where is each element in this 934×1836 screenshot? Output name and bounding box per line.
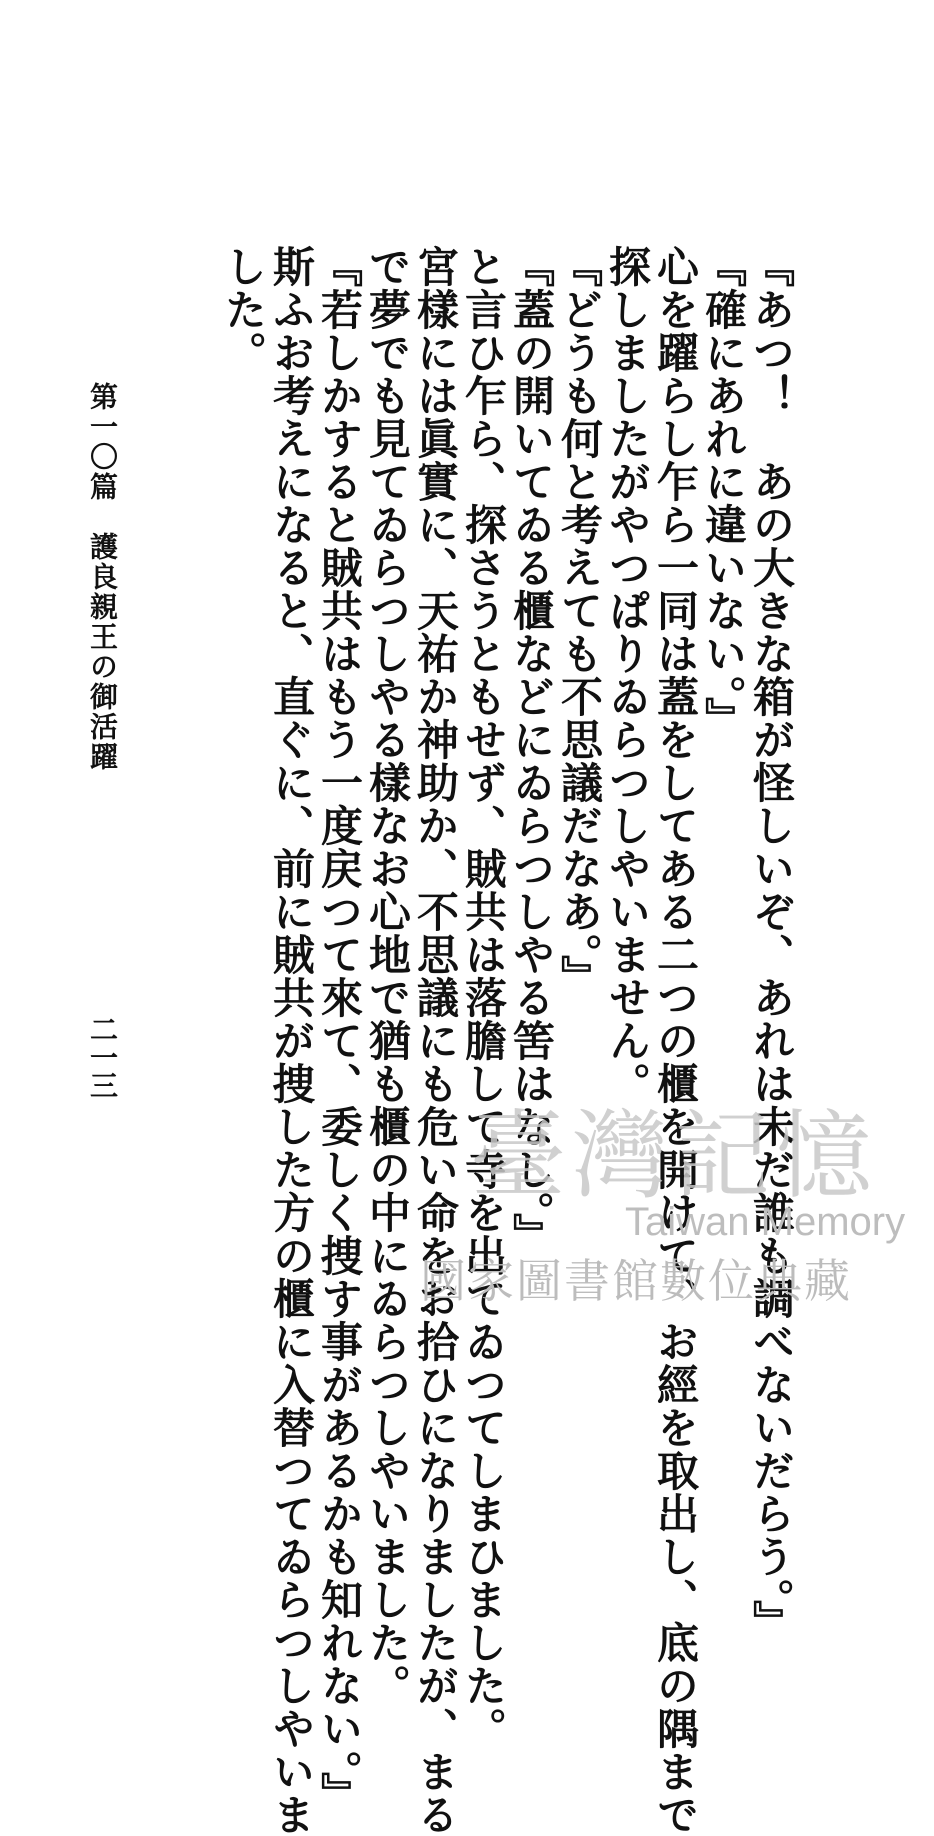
text-column-1: 『あつ！ あの大きな箱が怪しいぞ、あれは未だ誰も調べないだらう。』 xyxy=(747,245,796,1643)
text-column-4: 探しましたがやつぱりゐらつしやいません。 xyxy=(603,245,652,1105)
text-column-12: した。 xyxy=(219,245,268,374)
text-column-9: で夢でも見てゐらつしやる樣なお心地で猶も櫃の中にゐらつしやいました。 xyxy=(363,245,412,1707)
text-column-5: 『どうも何と考えても不思議だなあ。』 xyxy=(555,245,604,998)
text-column-3: 心を躍らし乍ら一同は蓋をしてある二つの櫃を開けて、お經を取出し、底の隅まで xyxy=(651,245,700,1836)
watermark-subtitle: Taiwan Memory xyxy=(625,1200,906,1244)
watermark-library: 國家圖書館數位典藏 xyxy=(420,1254,852,1308)
text-column-2: 『確にあれに違いない。』 xyxy=(699,245,748,740)
text-column-10: 『若しかすると賊共はもう一度戻つて來て、委しく捜す事があるかも知れない。』 xyxy=(315,245,364,1815)
text-column-11: 斯ふお考えになると、直ぐに、前に賊共が捜した方の櫃に入替つてゐらつしやいま xyxy=(267,245,316,1836)
watermark-title: 臺灣記憶 xyxy=(470,1100,878,1212)
running-header: 第一〇篇 護良親王の御活躍 xyxy=(86,382,119,772)
text-column-8: 宮樣には眞實に、天祐か神助か、不思議にも危い命をお拾ひになりましたが、まる xyxy=(411,245,460,1836)
text-column-7: と言ひ乍ら、探さうともせず、賊共は落膽して寺を出てゐつてしまひました。 xyxy=(459,245,508,1750)
text-column-6: 『蓋の開いてゐる櫃などにゐらつしやる筈はなし。』 xyxy=(507,245,556,1256)
page-number: 二一三 xyxy=(86,1015,119,1099)
